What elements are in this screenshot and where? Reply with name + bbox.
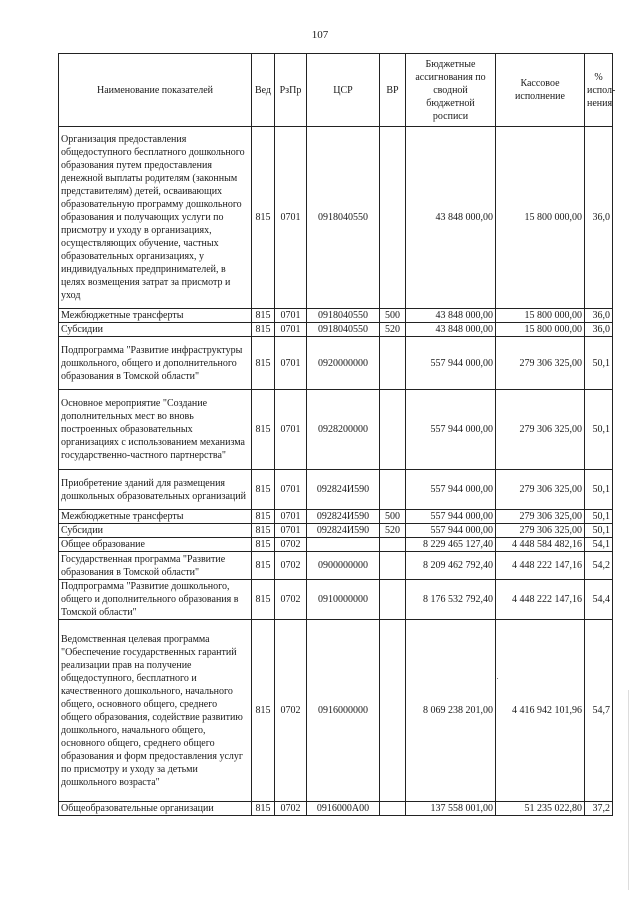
row-cash: 4 448 222 147,16 xyxy=(496,580,585,620)
row-csr xyxy=(307,538,380,552)
row-budget: 8 176 532 792,40 xyxy=(406,580,496,620)
row-cash: 279 306 325,00 xyxy=(496,337,585,390)
row-name: Подпрограмма "Развитие дошкольного, общего и дополнительного образования в Томской области" xyxy=(59,580,252,620)
row-percent: 50,1 xyxy=(585,470,613,510)
row-rzpr: 0702 xyxy=(275,580,307,620)
row-name: Подпрограмма "Развитие инфраструктуры дошкольного, общего и дополнительного образования в Томской области" xyxy=(59,337,252,390)
header-csr: ЦСР xyxy=(307,54,380,127)
row-vr: 500 xyxy=(380,510,406,524)
header-percent: % испол- нения xyxy=(585,54,613,127)
row-percent: 50,1 xyxy=(585,510,613,524)
row-vr xyxy=(380,802,406,816)
row-cash: 15 800 000,00 xyxy=(496,309,585,323)
row-csr: 0918040550 xyxy=(307,309,380,323)
row-cash: 279 306 325,00 xyxy=(496,470,585,510)
table-row xyxy=(59,323,613,337)
header-budget: Бюджетные ассигнования по сводной бюджетной росписи xyxy=(406,54,496,127)
row-percent: 54,4 xyxy=(585,580,613,620)
row-cash: 279 306 325,00 xyxy=(496,390,585,470)
row-cash: 4 416 942 101,96 xyxy=(496,620,585,802)
table-row xyxy=(59,390,613,470)
row-ved: 815 xyxy=(252,620,275,802)
row-csr: 0916000000 xyxy=(307,620,380,802)
row-budget: 8 209 462 792,40 xyxy=(406,552,496,580)
row-name: Субсидии xyxy=(59,524,252,538)
row-rzpr: 0702 xyxy=(275,552,307,580)
row-name: Приобретение зданий для размещения дошкольных образовательных организаций xyxy=(59,470,252,510)
row-name: Общее образование xyxy=(59,538,252,552)
row-name: Субсидии xyxy=(59,323,252,337)
table-row xyxy=(59,552,613,580)
row-percent: 37,2 xyxy=(585,802,613,816)
row-vr xyxy=(380,390,406,470)
row-rzpr: 0702 xyxy=(275,802,307,816)
row-vr xyxy=(380,470,406,510)
row-name: Государственная программа "Развитие образования в Томской области" xyxy=(59,552,252,580)
budget-execution-table xyxy=(58,53,616,816)
row-rzpr: 0701 xyxy=(275,323,307,337)
row-ved: 815 xyxy=(252,323,275,337)
row-cash: 279 306 325,00 xyxy=(496,510,585,524)
row-vr: 520 xyxy=(380,524,406,538)
row-ved: 815 xyxy=(252,552,275,580)
row-percent: 36,0 xyxy=(585,309,613,323)
table-row xyxy=(59,580,613,620)
row-vr xyxy=(380,127,406,309)
row-ved: 815 xyxy=(252,538,275,552)
row-cash: 279 306 325,00 xyxy=(496,524,585,538)
header-name: Наименование показателей xyxy=(59,54,252,127)
row-vr xyxy=(380,337,406,390)
row-rzpr: 0701 xyxy=(275,510,307,524)
header-ved: Вед xyxy=(252,54,275,127)
table-row xyxy=(59,524,613,538)
row-ved: 815 xyxy=(252,309,275,323)
row-name: Межбюджетные трансферты xyxy=(59,309,252,323)
row-percent: 50,1 xyxy=(585,337,613,390)
row-ved: 815 xyxy=(252,802,275,816)
table-header-row xyxy=(59,54,613,127)
row-budget: 137 558 001,00 xyxy=(406,802,496,816)
row-rzpr: 0701 xyxy=(275,470,307,510)
row-vr: 500 xyxy=(380,309,406,323)
row-budget: 557 944 000,00 xyxy=(406,337,496,390)
table-row xyxy=(59,538,613,552)
row-budget: 557 944 000,00 xyxy=(406,510,496,524)
row-ved: 815 xyxy=(252,470,275,510)
row-name: Общеобразовательные организации xyxy=(59,802,252,816)
row-csr: 0916000А00 xyxy=(307,802,380,816)
row-rzpr: 0701 xyxy=(275,390,307,470)
table-row xyxy=(59,337,613,390)
row-ved: 815 xyxy=(252,337,275,390)
row-ved: 815 xyxy=(252,510,275,524)
row-ved: 815 xyxy=(252,127,275,309)
table-row xyxy=(59,510,613,524)
row-vr xyxy=(380,580,406,620)
row-rzpr: 0701 xyxy=(275,309,307,323)
row-budget: 557 944 000,00 xyxy=(406,390,496,470)
row-budget: 8 229 465 127,40 xyxy=(406,538,496,552)
row-csr: 0918040550 xyxy=(307,323,380,337)
row-ved: 815 xyxy=(252,580,275,620)
row-csr: 092824И590 xyxy=(307,470,380,510)
row-cash: 51 235 022,80 xyxy=(496,802,585,816)
row-rzpr: 0702 xyxy=(275,620,307,802)
row-vr xyxy=(380,538,406,552)
row-percent: 54,2 xyxy=(585,552,613,580)
row-csr: 092824И590 xyxy=(307,510,380,524)
scan-speck xyxy=(497,678,498,679)
table-row xyxy=(59,802,613,816)
row-csr: 092824И590 xyxy=(307,524,380,538)
row-percent: 36,0 xyxy=(585,323,613,337)
row-name: Организация предоставления общедоступного бесплатного дошкольного образования путем предоставления денежной выплаты родителям (законным представителям) детей, осваивающих образовательную программу дошкольного образования и получающих услуги по присмотру и уходу в организациях, осуществляющих обучение, частных образовательных организациях, у индивидуальных предпринимателей, в целях возмещения затрат за присмотр и уход xyxy=(59,127,252,309)
row-budget: 43 848 000,00 xyxy=(406,127,496,309)
row-vr xyxy=(380,620,406,802)
row-ved: 815 xyxy=(252,524,275,538)
row-csr: 0920000000 xyxy=(307,337,380,390)
row-percent: 50,1 xyxy=(585,390,613,470)
row-rzpr: 0702 xyxy=(275,538,307,552)
row-cash: 15 800 000,00 xyxy=(496,127,585,309)
row-csr: 0918040550 xyxy=(307,127,380,309)
row-name: Ведомственная целевая программа "Обеспечение государственных гарантий реализации прав на получение общедоступного, бесплатного и качественного дошкольного, начального общего, основного общего, среднего общего образования, содействие развитию дошкольного, начального общего, основного общего, среднего общего образования и форм предоставления услуг по присмотру и уходу за детьми дошкольного возраста" xyxy=(59,620,252,802)
table-row xyxy=(59,620,613,802)
row-name: Основное мероприятие "Создание дополнительных мест во вновь построенных образовательных организациях с использованием механизма государственно-частного партнерства" xyxy=(59,390,252,470)
row-ved: 815 xyxy=(252,390,275,470)
row-percent: 54,7 xyxy=(585,620,613,802)
page-number: 107 xyxy=(311,29,329,41)
row-budget: 43 848 000,00 xyxy=(406,323,496,337)
header-cash: Кассовое исполнение xyxy=(496,54,585,127)
table-row xyxy=(59,309,613,323)
table-row xyxy=(59,470,613,510)
row-cash: 4 448 222 147,16 xyxy=(496,552,585,580)
row-vr: 520 xyxy=(380,323,406,337)
row-rzpr: 0701 xyxy=(275,337,307,390)
row-csr: 0928200000 xyxy=(307,390,380,470)
header-vr: ВР xyxy=(380,54,406,127)
row-budget: 8 069 238 201,00 xyxy=(406,620,496,802)
scan-edge-shadow xyxy=(628,690,629,890)
table-row xyxy=(59,127,613,309)
row-cash: 4 448 584 482,16 xyxy=(496,538,585,552)
row-rzpr: 0701 xyxy=(275,524,307,538)
row-budget: 557 944 000,00 xyxy=(406,470,496,510)
row-name: Межбюджетные трансферты xyxy=(59,510,252,524)
header-rzpr: РзПр xyxy=(275,54,307,127)
row-cash: 15 800 000,00 xyxy=(496,323,585,337)
row-percent: 54,1 xyxy=(585,538,613,552)
row-budget: 43 848 000,00 xyxy=(406,309,496,323)
row-rzpr: 0701 xyxy=(275,127,307,309)
row-percent: 50,1 xyxy=(585,524,613,538)
row-percent: 36,0 xyxy=(585,127,613,309)
row-vr xyxy=(380,552,406,580)
row-budget: 557 944 000,00 xyxy=(406,524,496,538)
row-csr: 0910000000 xyxy=(307,580,380,620)
row-csr: 0900000000 xyxy=(307,552,380,580)
